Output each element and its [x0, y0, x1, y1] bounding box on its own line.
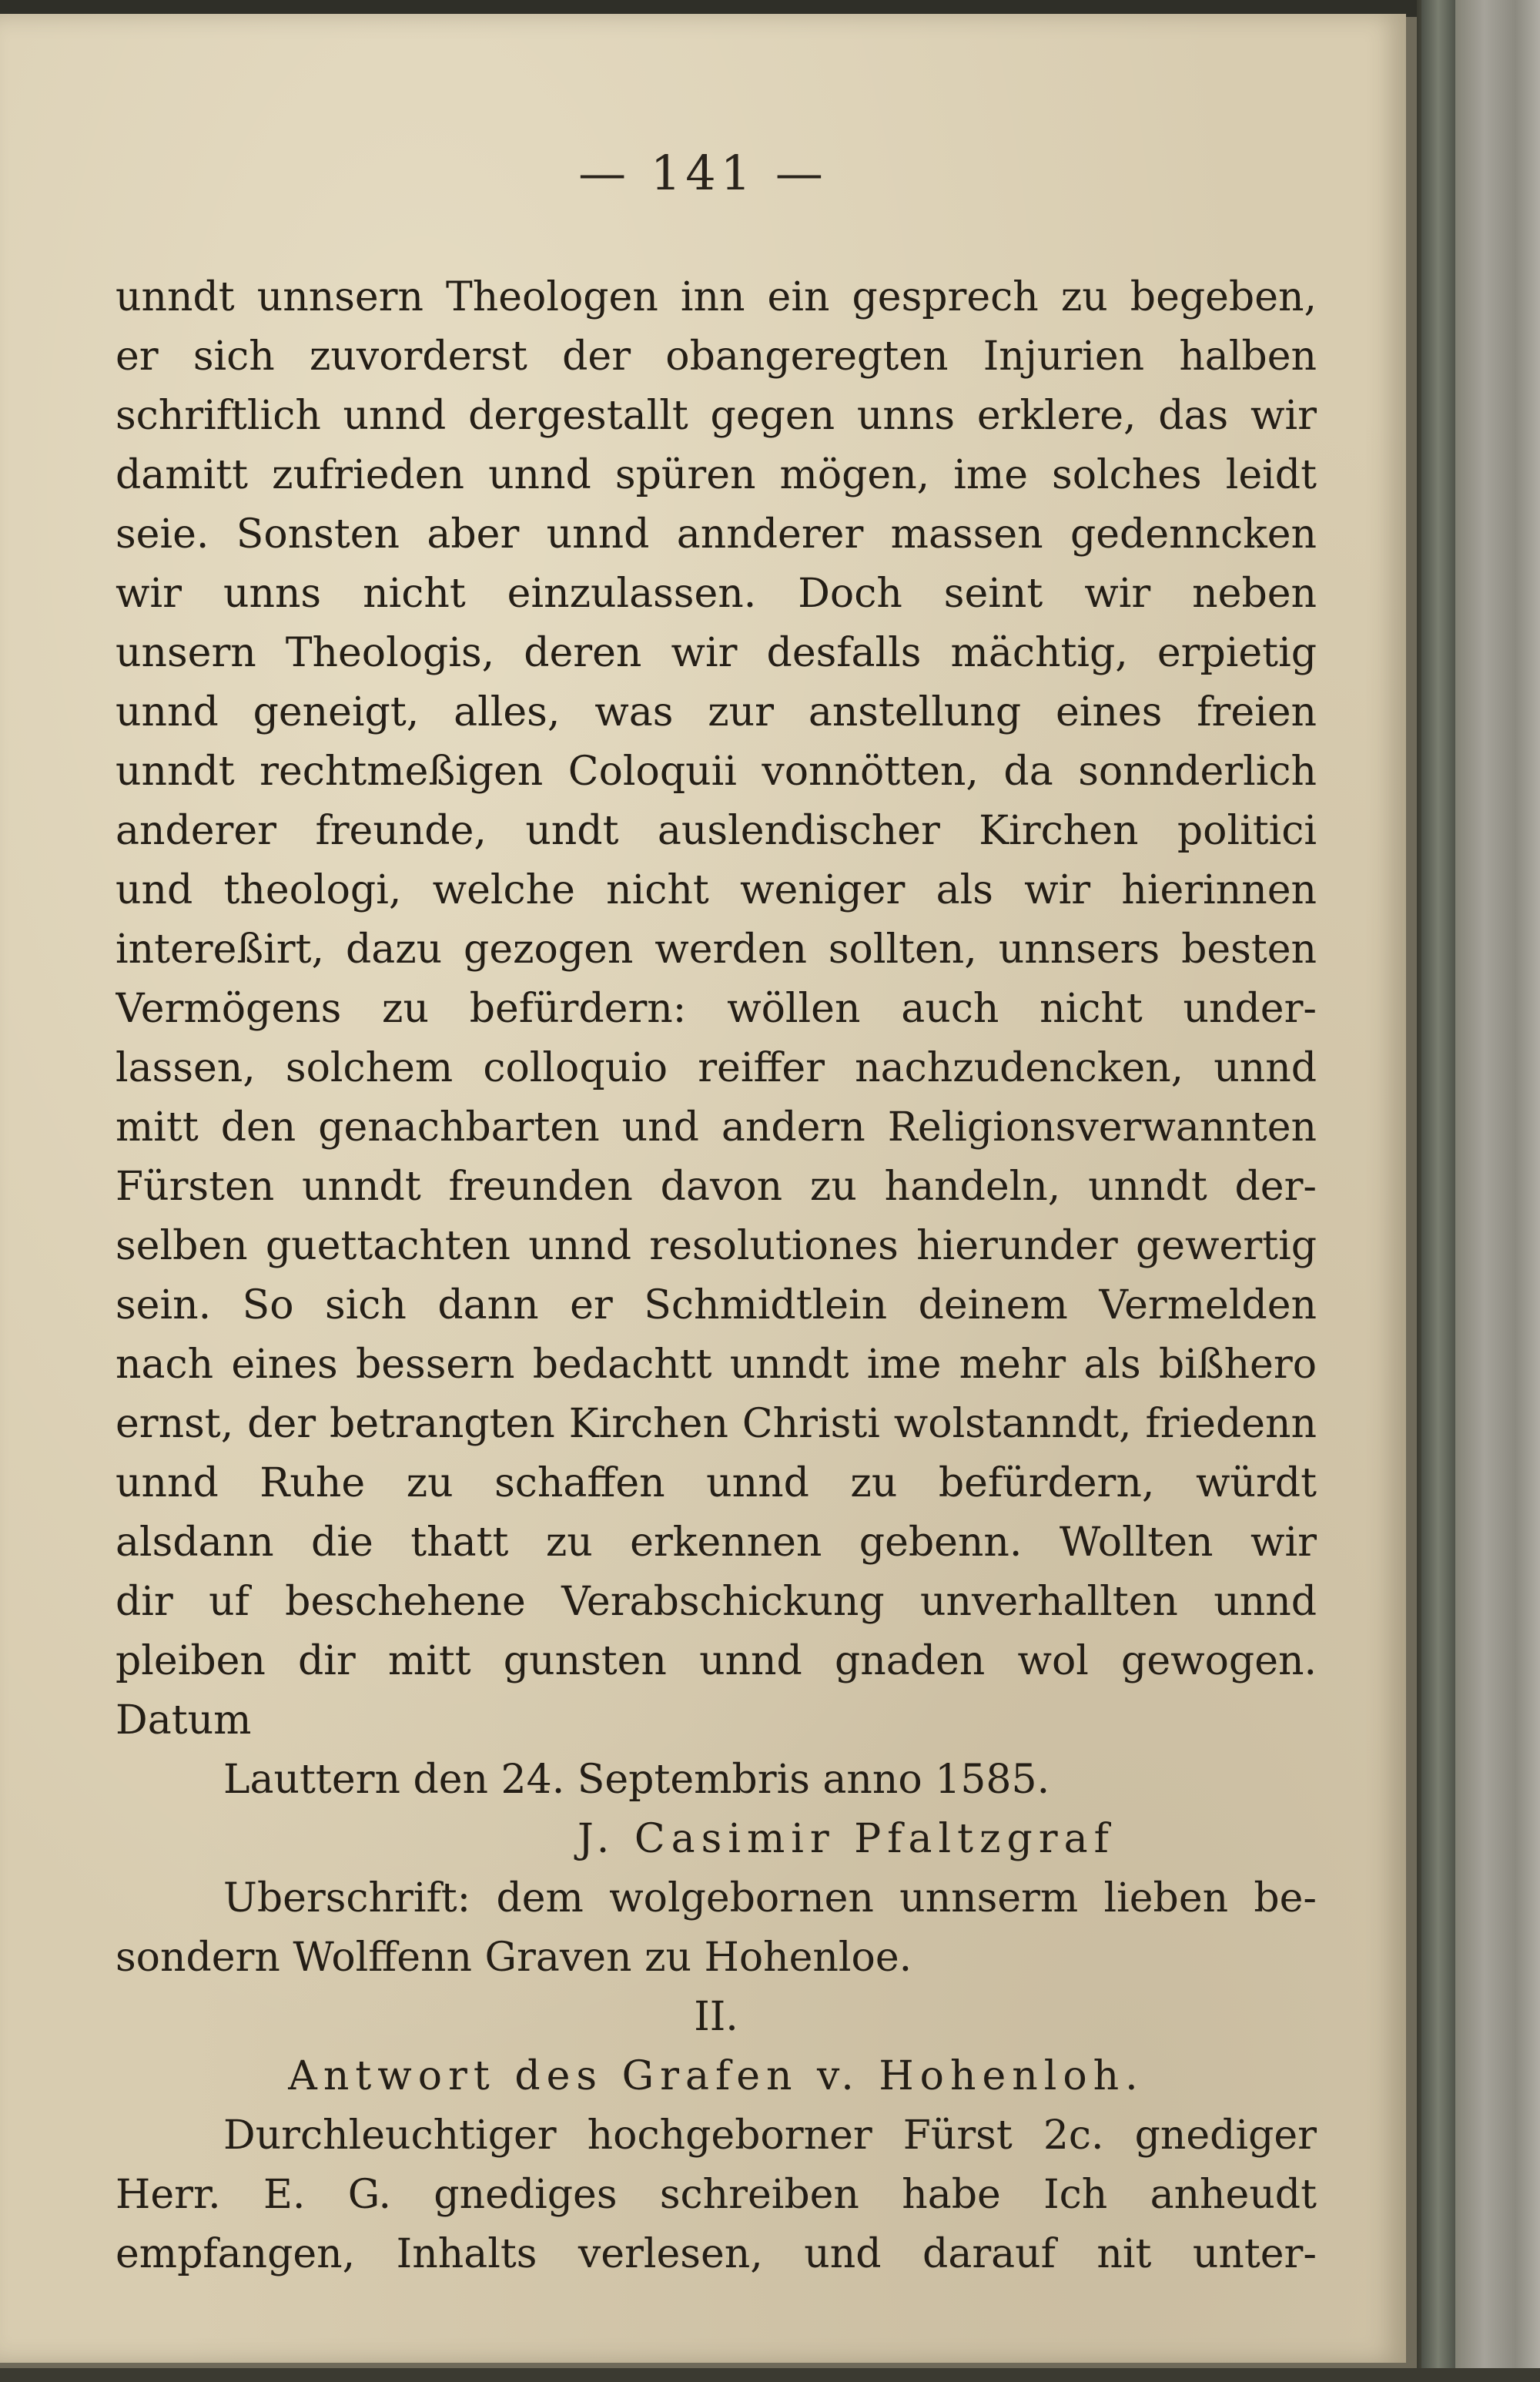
text-line: ernst, der betrangten Kirchen Christi wolstanndt, friedenn: [116, 1401, 1317, 1447]
text-line: Durchleuchtiger hochgeborner Fürst 2c. gnediger: [223, 2112, 1317, 2159]
text-line: unndt unnsern Theologen inn ein gesprech zu begeben,: [116, 274, 1317, 320]
text-line: sondern Wolffenn Graven zu Hohenloe.: [116, 1935, 912, 1981]
signature-line: J. Casimir Pfaltzgraf: [578, 1816, 1115, 1862]
book-edge-bottom: [0, 2368, 1540, 2382]
text-line: Vermögens zu befürdern: wöllen auch nicht under-: [116, 986, 1317, 1032]
text-line: er sich zuvorderst der obangeregten Injurien halben: [116, 333, 1317, 380]
text-line: Fürsten unndt freunden davon zu handeln, unndt der-: [116, 1164, 1317, 1210]
text-line: schriftlich unnd dergestallt gegen unns erklere, das wir: [116, 393, 1317, 439]
text-line: unnd Ruhe zu schaffen unnd zu befürdern, würdt: [116, 1460, 1317, 1506]
book-spine: [1421, 0, 1455, 2382]
date-line: Lauttern den 24. Septembris anno 1585.: [223, 1757, 1050, 1803]
text-line: seie. Sonsten aber unnd annderer massen gedenncken: [116, 511, 1317, 558]
text-line: empfangen, Inhalts verlesen, und darauf nit unter-: [116, 2231, 1317, 2277]
section-number: II.: [694, 1994, 738, 2040]
text-line: intereßirt, dazu gezogen werden sollten, unnsers besten: [116, 926, 1317, 973]
text-line: und theologi, welche nicht weniger als wir hierinnen: [116, 867, 1317, 913]
text-line: Uberschrift: dem wolgebornen unnserm lieben be-: [223, 1875, 1317, 1921]
text-line: pleiben dir mitt gunsten unnd gnaden wol gewogen.: [116, 1638, 1317, 1684]
text-line: damitt zufrieden unnd spüren mögen, ime solches leidt: [116, 452, 1317, 498]
text-line: unsern Theologis, deren wir desfalls mächtig, erpietig: [116, 630, 1317, 676]
text-line: selben guettachten unnd resolutiones hierunder gewertig: [116, 1223, 1317, 1269]
text-line: nach eines bessern bedachtt unndt ime mehr als bißhero: [116, 1342, 1317, 1388]
text-line: sein. So sich dann er Schmidtlein deinem Vermelden: [116, 1282, 1317, 1328]
text-line: unnd geneigt, alles, was zur anstellung eines freien: [116, 689, 1317, 735]
text-line: unndt rechtmeßigen Coloquii vonnötten, da sonnderlich: [116, 749, 1317, 795]
text-line-datum: Datum: [116, 1697, 252, 1744]
text-line: lassen, solchem colloquio reiffer nachzudencken, unnd: [116, 1045, 1317, 1091]
book-page: [0, 14, 1406, 2363]
section-heading: Antwort des Grafen v. Hohenloh.: [288, 2053, 1144, 2099]
text-line: wir unns nicht einzulassen. Doch seint wir neben: [116, 571, 1317, 617]
text-line: Herr. E. G. gnediges schreiben habe Ich anheudt: [116, 2172, 1317, 2218]
text-line: anderer freunde, undt auslendischer Kirchen politici: [116, 808, 1317, 854]
page-number: — 141 —: [578, 145, 828, 201]
text-line: alsdann die thatt zu erkennen gebenn. Wollten wir: [116, 1519, 1317, 1566]
page-body: [116, 268, 1317, 2284]
text-line: mitt den genachbarten und andern Religionsverwannten: [116, 1104, 1317, 1151]
text-line: dir uf beschehene Verabschickung unverhallten unnd: [116, 1579, 1317, 1625]
